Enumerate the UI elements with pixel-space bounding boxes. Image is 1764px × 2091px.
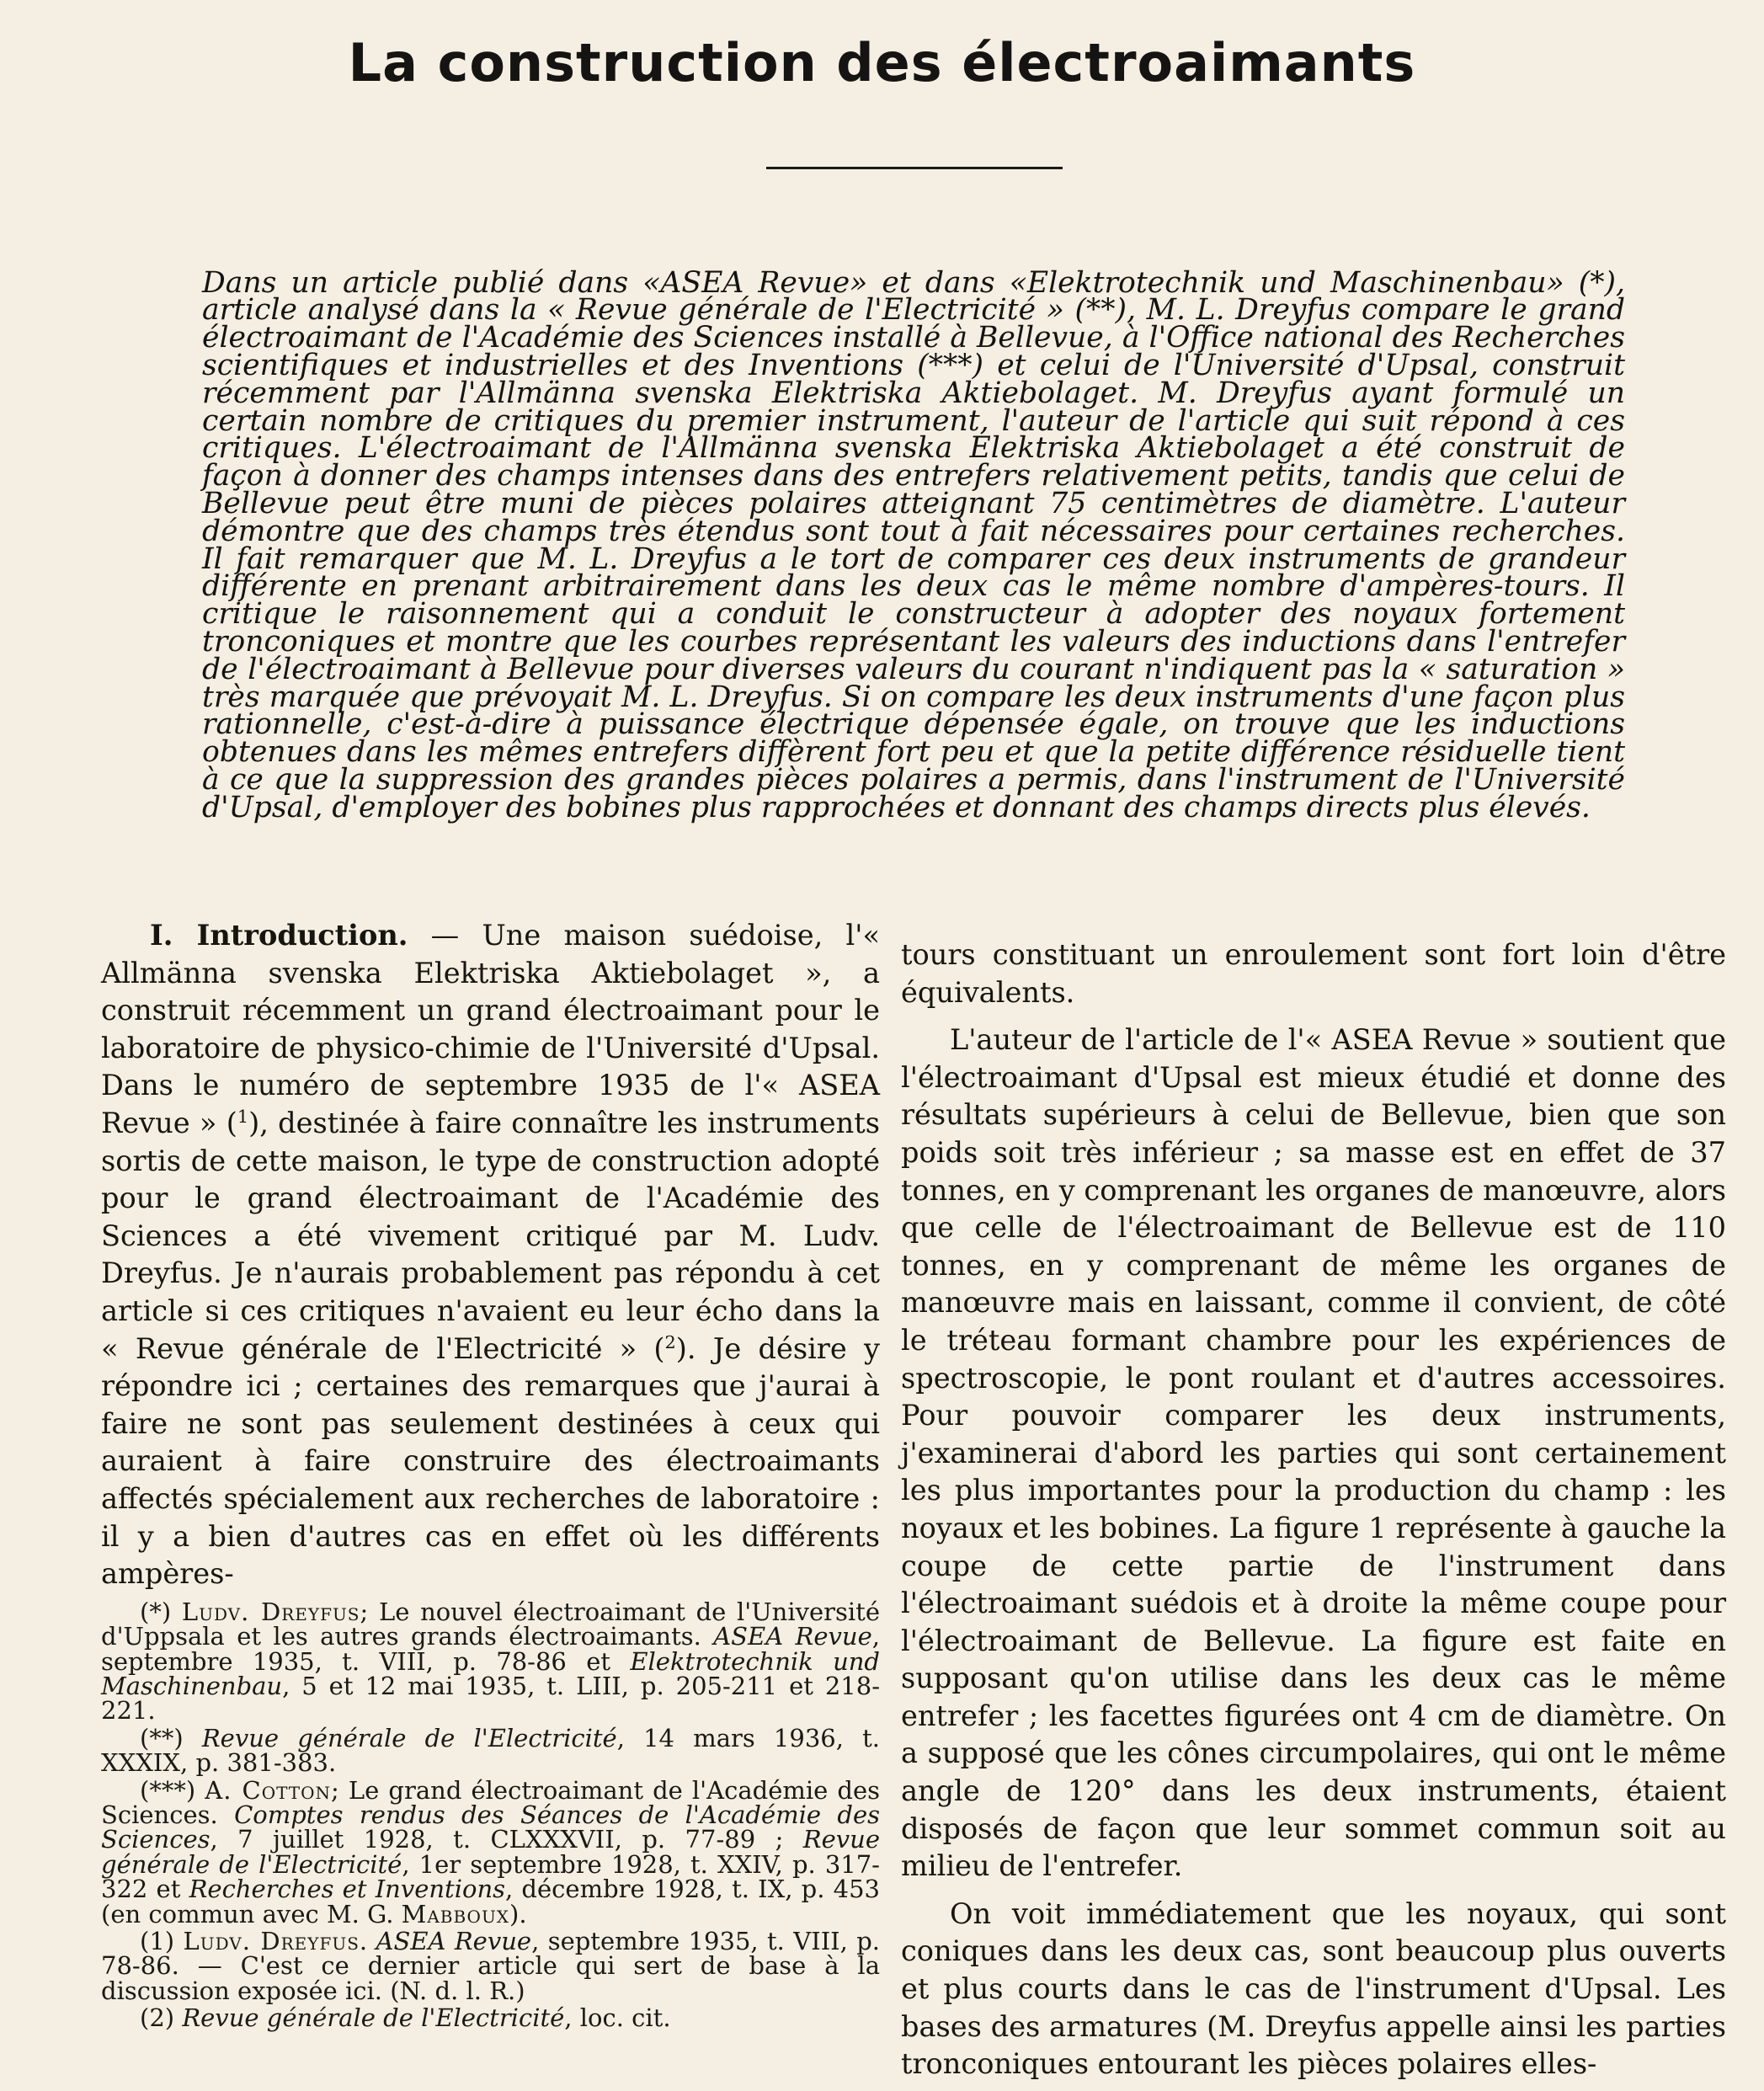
footnote-journal: Revue générale de l'Electricité — [101, 1825, 880, 1879]
footnote-1 — [101, 1597, 880, 1726]
article-title: La construction des électroaimants — [348, 32, 1416, 93]
footnote-ref-1: 1 — [237, 1106, 249, 1127]
footnote-text: , 1er septembre 1928, t. XXIV, p. 317-322 et — [101, 1849, 880, 1904]
body-paragraph: On voit immédiatement que les noyaux, qui sont coniques dans les deux cas, sont beaucoup plus ouverts et plus courts dans le cas de l'instrument d'Upsal. Les bases des armatures (M. Dreyfus appelle ainsi les parties tronconiques entourant les pièces polaires elles- — [901, 1896, 1726, 2081]
footnote-author: A. Cotton — [205, 1775, 332, 1805]
footnote-4 — [101, 1926, 880, 2005]
footnote-author: Ludv. Dreyfus — [183, 1926, 360, 1955]
introduction-paragraph — [101, 916, 880, 1593]
footnote-journal: Comptes rendus des Séances de l'Académie des Sciences — [101, 1800, 880, 1854]
footnote-journal: ASEA Revue — [376, 1926, 532, 1955]
footnote-text: , 5 et 12 mai 1935, t. LIII, p. 205-211 et 218-221. — [101, 1671, 880, 1726]
footnote-text: ; Le nouvel électroaimant de l'Université d'Uppsala et les autres grands électroaimants. — [101, 1597, 880, 1651]
footnote-5 — [101, 2003, 880, 2033]
footnote-author: Ludv. Dreyfus — [181, 1597, 360, 1626]
footnote-text: , 7 juillet 1928, t. CLXXXVII, p. 77-89 ; — [210, 1825, 803, 1854]
footnote-2 — [101, 1723, 880, 1778]
footnote-text: ; Le grand électroaimant de l'Académie des Sciences. — [101, 1775, 880, 1829]
footnote-text: , décembre 1928, t. IX, p. 453 (en commun avec M. G. — [101, 1875, 881, 1928]
footnote-mark: (1) — [140, 1926, 175, 1955]
footnote-journal: Revue générale de l'Electricité — [182, 2003, 565, 2033]
introduction-text-3: ). Je désire y répondre ici ; certaines des remarques que j'aurai à faire ne sont pas seulement destinées à ceux qui auraient à faire construire des électroaimants affectés spécialement aux recherches de laboratoire : il y a bien d'autres cas en effet où les différents ampères- — [101, 1331, 880, 1591]
footnote-mark: (**) — [140, 1723, 184, 1752]
footnote-text: , septembre 1935, t. VIII, p. 78-86 et — [101, 1622, 880, 1676]
footnote-author: Mabboux — [401, 1899, 510, 1928]
footnote-text: , loc. cit. — [564, 2003, 671, 2033]
footnote-journal: Recherches et Inventions — [189, 1875, 506, 1904]
right-column — [901, 936, 1726, 2083]
footnote-journal: ASEA Revue — [713, 1622, 872, 1651]
footnote-text: ). — [509, 1899, 527, 1928]
footnote-text: , septembre 1935, t. VIII, p. 78-86. — C'est ce dernier article qui sert de base à la discussion exposée ici. (N. d. l. R.) — [101, 1926, 880, 2005]
footnotes — [101, 1597, 881, 2033]
footnote-journal: Elektrotechnik und Maschinenbau — [101, 1646, 880, 1700]
introduction-text: — Une maison suédoise, l'« Allmänna svenska Elektriska Aktiebolaget », a construit récemment un grand électroaimant pour le laboratoire de physico-chimie de l'Université d'Upsal. Dans le numéro de septembre 1935 de l'« ASEA Revue » ( — [101, 919, 880, 1139]
title-divider — [766, 167, 1063, 169]
left-column — [101, 916, 880, 2031]
footnote-ref-2: 2 — [664, 1331, 676, 1352]
footnote-3 — [101, 1775, 881, 1928]
footnote-text: , 14 mars 1936, t. XXXIX, p. 381-383. — [101, 1723, 880, 1778]
footnote-mark: (*) — [140, 1597, 172, 1626]
footnote-mark: (2) — [140, 2003, 175, 2033]
article-abstract: Dans un article publié dans «ASEA Revue» et dans «Elektrotechnik und Maschinenbau» (*), article analysé dans la « Revue générale de l'Electricité » (**), M. L. Dreyfus compare le grand électroaimant de l'Académie des Sciences installé à Bellevue, à l'Office national des Recherches scientifiques et industrielles et des Inventions (***) et celui de l'Université d'Upsal, construit récemment par l'Allmänna svenska Elektriska Aktiebolaget. M. Dreyfus ayant formulé un certain nombre de critiques du premier instrument, l'auteur de l'article qui suit répond à ces critiques. L'électroaimant de l'Allmänna svenska Elektriska Aktiebolaget a été construit de façon à donner des champs intenses dans des entrefers relativement petits, tandis que celui de Bellevue peut être muni de pièces polaires atteignant 75 centimètres de diamètre. L'auteur démontre que des champs très étendus sont tout à fait nécessaires pour certaines recherches. Il fait remarquer que M. L. Dreyfus a le tort de comparer ces deux instruments de grandeur différente en prenant arbitrairement dans les deux cas le même nombre d'ampères-tours. Il critique le raisonnement qui a conduit le constructeur à adopter des noyaux fortement tronconiques et montre que les courbes représentant les valeurs des inductions dans l'entrefer de l'électroaimant à Bellevue pour diverses valeurs du courant n'indiquent pas la « saturation » très marquée que prévoyait M. L. Dreyfus. Si on compare les deux instruments d'une façon plus rationnelle, c'est-à-dire à puissance électrique dépensée égale, on trouve que les inductions obtenues dans les mêmes entrefers diffèrent fort peu et que la petite différence résiduelle tient à ce que la suppression des grandes pièces polaires a permis, dans l'instrument de l'Université d'Upsal, d'employer des bobines plus rapprochées et donnant des champs directs plus élevés. — [202, 265, 1625, 824]
footnote-text: . — [359, 1926, 376, 1955]
footnote-journal: Revue générale de l'Electricité — [201, 1723, 617, 1752]
section-heading-introduction: I. Introduction. — [150, 918, 408, 952]
introduction-text-2: ), destinée à faire connaître les instruments sortis de cette maison, le type de construction adopté pour le grand électroaimant de l'Académie des Sciences a été vivement critiqué par M. Ludv. Dreyfus. Je n'aurais probablement pas répondu à cet article si ces critiques n'avaient eu leur écho dans la « Revue générale de l'Electricité » ( — [101, 1106, 880, 1365]
body-paragraph: L'auteur de l'article de l'« ASEA Revue » soutient que l'électroaimant d'Upsal est mieux étudié et donne des résultats supérieurs à celui de Bellevue, bien que son poids soit très inférieur ; sa masse est en effet de 37 tonnes, en y comprenant les organes de manœuvre, alors que celle de l'électroaimant de Bellevue est de 110 tonnes, en y comprenant de même les organes de manœuvre mais en laissant, comme il convient, de côté le tréteau formant chambre pour les expériences de spectroscopie, le pont roulant et d'autres accessoires. Pour pouvoir comparer les deux instruments, j'examinerai d'abord les parties qui sont certainement les plus importantes pour la production du champ : les noyaux et les bobines. La figure 1 représente à gauche la coupe de cette partie de l'instrument dans l'électroaimant suédois et à droite la même coupe pour l'électroaimant de Bellevue. La figure est faite en supposant qu'on utilise dans les deux cas le même entrefer ; les facettes figurées ont 4 cm de diamètre. On a supposé que les cônes circumpolaires, qui ont le même angle de 120° dans les deux instruments, étaient disposés de façon que leur sommet commun soit au milieu de l'entrefer. — [901, 1023, 1726, 1883]
footnote-mark: (***) — [140, 1775, 196, 1805]
body-paragraph: tours constituant un enroulement sont fort loin d'être équivalents. — [901, 938, 1726, 1009]
